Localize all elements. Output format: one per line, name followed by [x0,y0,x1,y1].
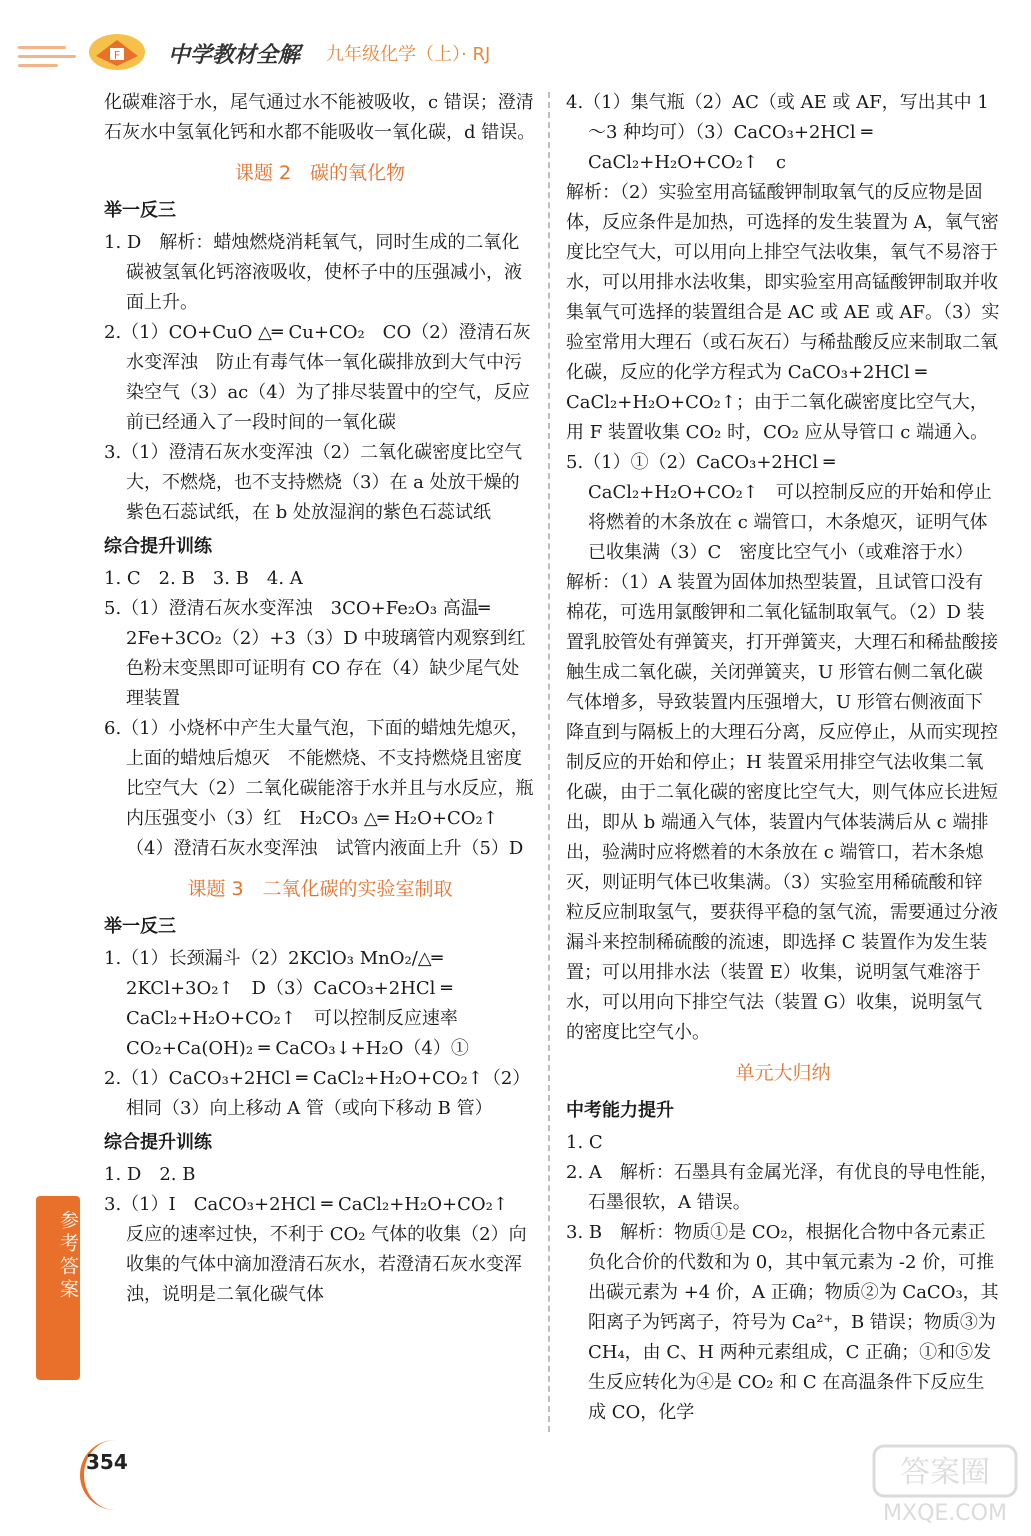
page-header [0,0,1031,80]
subheading-training: 综合提升训练 [104,1132,212,1153]
section-title-2: 课题 2 碳的氧化物 [234,162,406,184]
left-column [104,88,536,1310]
section-title-3: 课题 3 二氧化碳的实验室制取 [187,878,453,900]
answer-item: 3.（1）Ⅰ CaCO₃+2HCl ═ CaCl₂+H₂O+CO₂↑ 反应的速率过快，不利于 CO₂ 气体的收集（2）向收集的气体中滴加澄清石灰水，若澄清石灰水变浑浊，说明是二氧化碳气体 [104,1194,527,1305]
reference-answers-tab [36,1196,80,1380]
answer-item: 2.（1）CaCO₃+2HCl ═ CaCl₂+H₂O+CO₂↑（2）相同（3）向上移动 A 管（或向下移动 B 管） [104,1068,531,1119]
answer-item: 2.（1）CO+CuO △═ Cu+CO₂ CO（2）澄清石灰水变浑浊 防止有毒气体一氧化碳排放到大气中污染空气（3）ac（4）为了排尽装置中的空气，反应前已经通入了一段时间的一氧化碳 [104,322,531,433]
answer-item: 5.（1）澄清石灰水变浑浊 3CO+Fe₂O₃ 高温═ 2Fe+3CO₂（2）+3（3）D 中玻璃管内观察到红色粉末变黑即可证明有 CO 存在（4）缺少尾气处理装置 [104,598,526,709]
svg-text:F: F [113,49,121,62]
answer-item: 3. B 解析：物质①是 CO₂，根据化合物中各元素正负化合价的代数和为 0，其中氧元素为 -2 价，可推出碳元素为 +4 价，A 正确；物质②为 CaCO₃，其阳离子为钙离子，符号为 Ca²⁺，B 错误；物质③为 CH₄，由 C、H 两种元素组成，C 正确；①和⑤发生反应转化为④是 CO₂ 和 C 在高温条件下反应生成 CO，化学 [566,1222,999,1423]
svg-text:答案圈: 答案圈 [900,1455,990,1490]
analysis-text: 解析：（1）A 装置为固体加热型装置，且试管口没有棉花，可选用氯酸钾和二氧化锰制取氧气。（2）D 装置乳胶管处有弹簧夹，打开弹簧夹，大理石和稀盐酸接触生成二氧化碳，关闭弹簧夹，U 形管右侧二氧化碳气体增多，导致装置内压强增大，U 形管右侧液面下降直到与隔板上的大理石分离，反应停止，从而实现控制反应的开始和停止；H 装置采用排空气法收集二氧化碳，由于二氧化碳的密度比空气大，则气体应长进短出，即从 b 端通入气体，装置内气体装满后从 c 端排出，验满时应将燃着的木条放在 c 端管口，若木条熄灭，则证明气体已收集满。（3）实验室用稀硫酸和锌粒反应制取氢气，要获得平稳的氢气流，需要通过分液漏斗来控制稀硫酸的流速，即选择 C 装置作为发生装置；可以用排水法（装置 E）收集，说明氢气难溶于水，可以用向下排空气法（装置 G）收集，说明氢气的密度比空气小。 [566,572,998,1043]
book-logo-icon [86,26,148,72]
subheading-exam: 中考能力提升 [566,1100,674,1121]
header-title: 中学教材全解 [168,43,301,68]
answer-item: 1. C 2. B 3. B 4. A [104,568,303,589]
subheading-practice: 举一反三 [104,916,176,937]
answer-item: 3.（1）澄清石灰水变浑浊（2）二氧化碳密度比空气大，不燃烧，也不支持燃烧（3）在 a 处放干燥的紫色石蕊试纸，在 b 处放湿润的紫色石蕊试纸 [104,442,523,523]
unit-summary-title: 单元大归纳 [735,1062,831,1084]
page-number: 354 [86,1450,128,1474]
answer-item: 1. C [566,1132,603,1153]
watermark-logo [870,1440,1020,1530]
side-tab-label: 参考答案 [57,1210,79,1302]
header-decoration [18,46,76,73]
svg-text:MXQE.COM: MXQE.COM [883,1501,1007,1526]
answer-item: 5.（1）①（2）CaCO₃+2HCl ═ CaCl₂+H₂O+CO₂↑ 可以控制反应的开始和停止 将燃着的木条放在 c 端管口，木条熄灭，证明气体已收集满（3）C 密度比空气小（或难溶于水） [566,452,1010,563]
right-column [566,88,1010,1428]
analysis-text: 解析：（2）实验室用高锰酸钾制取氧气的反应物是固体，反应条件是加热，可选择的发生装置为 A，氧气密度比空气大，可以用向上排空气法收集，氧气不易溶于水，可以用排水法收集，即实验室用高锰酸钾制取并收集氧气可选择的装置组合是 AC 或 AE 或 AF。（3）实验室常用大理石（或石灰石）与稀盐酸反应来制取二氧化碳，反应的化学方程式为 CaCO₃+2HCl ═ CaCl₂+H₂O+CO₂↑；由于二氧化碳密度比空气大，用 F 装置收集 CO₂ 时，CO₂ 应从导管口 c 端通入。 [566,182,1000,443]
column-divider [548,92,550,1432]
answer-item: 4.（1）集气瓶（2）AC（或 AE 或 AF，写出其中 1～3 种均可）（3）CaCO₃+2HCl ═ CaCl₂+H₂O+CO₂↑ c [566,92,989,173]
subheading-training: 综合提升训练 [104,536,212,557]
answer-item: 1.（1）长颈漏斗（2）2KClO₃ MnO₂/△═ 2KCl+3O₂↑ D（3）CaCO₃+2HCl ═ CaCl₂+H₂O+CO₂↑ 可以控制反应速率 CO₂+Ca(OH)₂ ═ CaCO₃↓+H₂O（4）① [104,948,476,1059]
answer-item: 1. D 2. B [104,1164,196,1185]
left-intro: 化碳难溶于水，尾气通过水不能被吸收，c 错误；澄清石灰水中氢氧化钙和水都不能吸收一氧化碳，d 错误。 [104,92,536,143]
header-subtitle: 九年级化学（上）· RJ [326,44,491,65]
answer-item: 6.（1）小烧杯中产生大量气泡，下面的蜡烛先熄灭，上面的蜡烛后熄灭 不能燃烧、不支持燃烧且密度比空气大（2）二氧化碳能溶于水并且与水反应，瓶内压强变小（3）红 H₂CO₃ △═ H₂O+CO₂↑（4）澄清石灰水变浑浊 试管内液面上升（5）D [104,718,534,859]
answer-item: 1. D 解析：蜡烛燃烧消耗氧气，同时生成的二氧化碳被氢氧化钙溶液吸收，使杯子中的压强减小，液面上升。 [104,232,522,313]
answer-item: 2. A 解析：石墨具有金属光泽，有优良的导电性能，石墨很软，A 错误。 [566,1162,998,1213]
subheading-practice: 举一反三 [104,200,176,221]
